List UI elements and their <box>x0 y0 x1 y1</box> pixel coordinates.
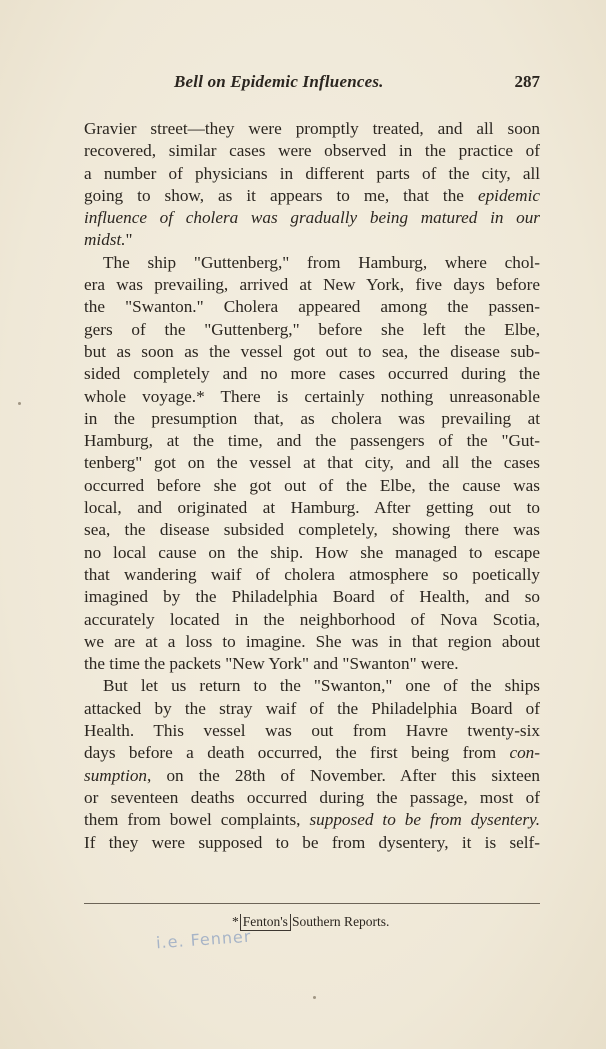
text-line: the time the packets "New York" and "Swanton" were. <box>84 654 459 674</box>
text-line: midst." <box>84 230 133 250</box>
paper-speck <box>18 402 21 405</box>
text-line: accurately located in the neighborhood of Nova Scotia, <box>84 609 540 629</box>
text-line: that wandering waif of cholera atmosphere so poetically <box>84 564 540 584</box>
text-line: the "Swanton." Cholera appeared among the passen- <box>84 297 540 317</box>
footnote-bracketed-word: Fenton's <box>240 914 291 931</box>
text-line <box>84 207 540 229</box>
text-line: going to show, as it appears to me, that the epidemic <box>84 185 540 205</box>
footnote-marker: * <box>232 914 239 929</box>
text-line: attacked by the stray waif of the Philadelphia Board of <box>84 698 540 718</box>
text-line: era was prevailing, arrived at New York, five days before <box>84 275 540 295</box>
text-line: days before a death occurred, the first being from con- <box>84 743 540 763</box>
italic-phrase: midst. <box>84 230 126 250</box>
text-line: or seventeen deaths occurred during the passage, most of <box>84 787 540 807</box>
italic-phrase: con- <box>509 743 540 763</box>
text-line: The ship "Guttenberg," from Hamburg, where chol- <box>103 252 540 272</box>
paper-speck <box>313 996 316 999</box>
text-line: Health. This vessel was out from Havre twenty-six <box>84 721 540 741</box>
text-line: imagined by the Philadelphia Board of Health, and so <box>84 587 540 607</box>
handwritten-note: i.e. Fenner <box>155 926 252 953</box>
text-line: them from bowel complaints, supposed to be from dysentery. <box>84 810 540 830</box>
body-text <box>84 118 540 854</box>
italic-phrase: epidemic <box>477 185 540 205</box>
running-title: Bell on Epidemic Influences. <box>174 72 384 91</box>
text-line: But let us return to the "Swanton," one of the ships <box>103 676 540 696</box>
page-number: 287 <box>514 72 540 91</box>
text-line: tenberg" got on the vessel at that city, and all the cases <box>84 453 540 473</box>
footnote-rule <box>84 903 540 904</box>
text-line: recovered, similar cases were observed in the practice of <box>84 141 540 161</box>
italic-phrase: sumption <box>84 765 148 785</box>
text-line: sided completely and no more cases occurred during the <box>84 364 540 384</box>
text-line: sea, the disease subsided completely, showing there was <box>84 520 540 540</box>
text-line: local, and originated at Hamburg. After getting out to <box>84 498 540 518</box>
text-line: gers of the "Guttenberg," before she left the Elbe, <box>84 319 540 339</box>
italic-phrase: supposed to be from dysentery. <box>309 810 540 830</box>
text-line: a number of physicians in different parts of the city, all <box>84 163 540 183</box>
text-line: but as soon as the vessel got out to sea, the disease sub- <box>84 341 540 361</box>
text-line: sumption, on the 28th of November. After this sixteen <box>84 765 540 785</box>
italic-phrase: influence of cholera was gradually being matured in our <box>84 208 540 228</box>
text-line: whole voyage.* There is certainly nothing unreasonable <box>84 386 540 406</box>
footnote-text: Southern Reports. <box>291 914 390 929</box>
footnote <box>232 914 389 931</box>
text-line: we are at a loss to imagine. She was in that region about <box>84 631 540 651</box>
text-line: Hamburg, at the time, and the passengers of the "Gut- <box>84 431 540 451</box>
text-line: If they were supposed to be from dysentery, it is self- <box>84 832 540 852</box>
text-line: Gravier street—they were promptly treated, and all soon <box>84 119 540 138</box>
text-line: no local cause on the ship. How she managed to escape <box>84 542 540 562</box>
running-head <box>84 72 540 94</box>
text-line: in the presumption that, as cholera was prevailing at <box>84 408 540 428</box>
text-line: occurred before she got out of the Elbe, the cause was <box>84 475 540 495</box>
